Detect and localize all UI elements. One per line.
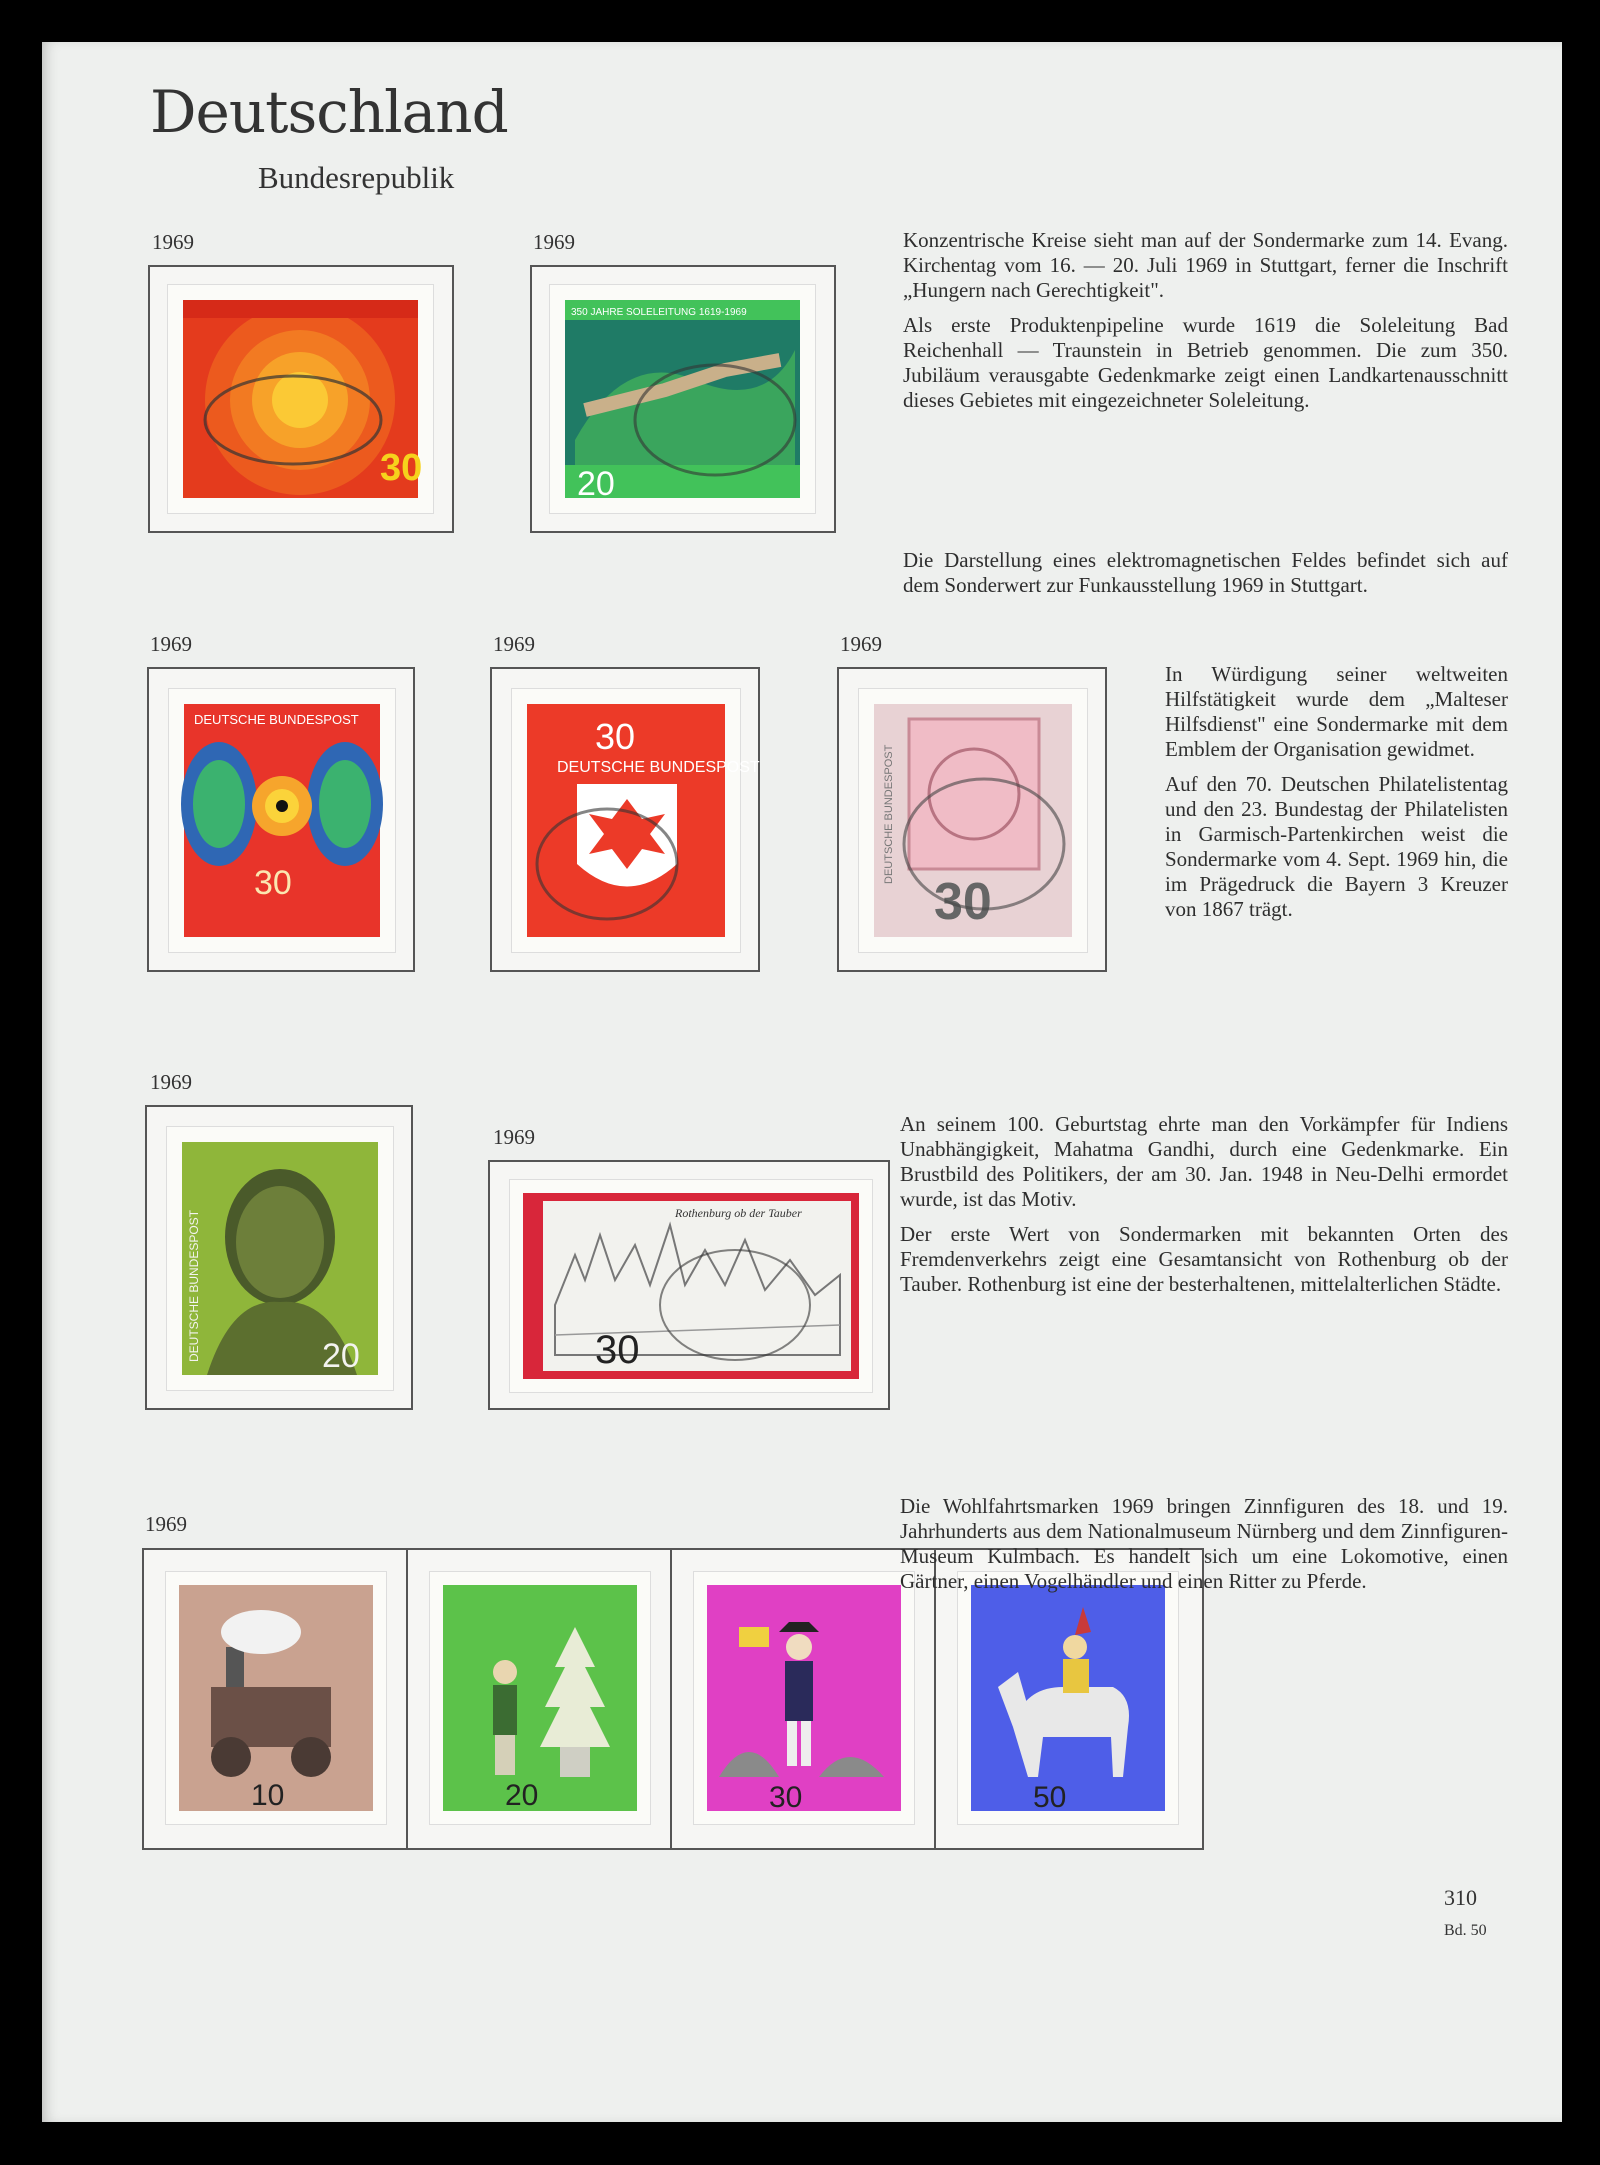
stamp-value: 30 <box>769 1781 803 1814</box>
stamp-frame <box>145 1105 413 1410</box>
year-label: 1969 <box>493 1125 535 1149</box>
stamp-kirchentag <box>168 285 433 513</box>
description-text: Die Darstellung eines elektromagnetischen Feldes befindet sich auf dem Sonderwert zur Funkausstellung 1969 in Stuttgart. <box>903 548 1508 597</box>
stamp-frame <box>488 1160 890 1410</box>
stamp-inscription: DEUTSCHE BUNDESPOST <box>187 1209 201 1362</box>
stamp-philatelistentag <box>859 689 1087 952</box>
description-text: An seinem 100. Geburtstag ehrte man den Vorkämpfer für Indiens Unabhängigkeit, Mahatma Gandhi, durch eine Gedenkmarke. Ein Brustbild des Politikers, der am 30. Jan. 1948 in Neu-Delhi ermordet wurde, ist das Motiv. Der erste Wert von Sondermarken mit bekannten Orten des Fremdenverkehrs zeigt eine Gesamtansicht von Rothenburg ob der Tauber. Rothenburg ist eine der besterhaltenen, mittelalterlichen Städte. <box>900 1112 1508 1296</box>
stamp-frame <box>837 667 1107 972</box>
stamp-value: 10 <box>251 1779 285 1812</box>
stamp-gandhi <box>167 1127 393 1390</box>
stamp-value: 30 <box>934 873 992 931</box>
stamp-value: 30 <box>254 864 292 902</box>
stamp-vogelhaendler <box>694 1572 914 1824</box>
stamp-inscription: Rothenburg ob der Tauber <box>675 1206 802 1220</box>
page-number: 310 <box>1444 1885 1477 1910</box>
stamp-frame <box>147 667 415 972</box>
year-label: 1969 <box>533 230 575 254</box>
stamp-funkausstellung <box>169 689 395 952</box>
year-label: 1969 <box>493 632 535 656</box>
stamp-malteser <box>512 689 760 952</box>
stamp-value: 30 <box>380 447 423 489</box>
stamp-inscription: 350 JAHRE SOLELEITUNG 1619-1969 <box>571 307 747 318</box>
stamp-rothenburg <box>510 1180 872 1392</box>
page-title: Deutschland <box>150 78 508 146</box>
volume-label: Bd. 50 <box>1444 1922 1487 1939</box>
year-label: 1969 <box>840 632 882 656</box>
description-text: Konzentrische Kreise sieht man auf der Sondermarke zum 14. Evang. Kirchentag vom 16. — 20. Juli 1969 in Stuttgart, ferner die Inschrift „Hungern nach Gerechtigkeit". Als erste Produktenpipeline wurde 1619 die Soleleitung Bad Reichenhall — Traunstein in Betrieb genommen. Die zum 350. Jubiläum verausgabte Gedenkmarke zeigt einen Landkartenausschnitt dieses Gebietes mit eingezeichneter Soleleitung. <box>903 228 1508 412</box>
page-subtitle: Bundesrepublik <box>258 160 455 195</box>
stamp-gaertner <box>430 1572 650 1824</box>
description-text: Die Wohlfahrtsmarken 1969 bringen Zinnfiguren des 18. und 19. Jahrhunderts aus dem Nationalmuseum Nürnberg und dem Zinnfiguren-Museum Kulmbach. Es handelt sich um eine Lokomotive, einen Gärtner, einen Vogelhändler und einen Ritter zu Pferde. <box>900 1494 1508 1593</box>
year-label: 1969 <box>150 632 192 656</box>
stamp-inscription: DEUTSCHE BUNDESPOST <box>557 759 760 776</box>
stamp-value: 20 <box>505 1779 539 1812</box>
stamp-value: 20 <box>322 1337 360 1375</box>
stamp-value: 20 <box>577 465 615 503</box>
stamp-ritter <box>958 1572 1178 1824</box>
stamp-frame <box>148 265 454 533</box>
stamp-soleleitung <box>550 285 815 513</box>
stamp-inscription: DEUTSCHE BUNDESPOST <box>883 744 895 884</box>
year-label: 1969 <box>145 1512 187 1536</box>
stamp-frame <box>530 265 836 533</box>
stamp-value: 30 <box>595 716 636 757</box>
year-label: 1969 <box>152 230 194 254</box>
stamp-frame <box>490 667 760 972</box>
description-text: In Würdigung seiner weltweiten Hilfstätigkeit wurde dem „Malteser Hilfsdienst" eine Sondermarke mit dem Emblem der Organisation gewidmet. Auf den 70. Deutschen Philatelistentag und den 23. Bundestag der Philatelisten in Garmisch-Partenkirchen weist die Sondermarke vom 4. Sept. 1969 hin, die im Prägedruck die Bayern 3 Kreuzer von 1867 trägt. <box>1165 662 1508 921</box>
stamp-value: 50 <box>1033 1781 1067 1814</box>
stamp-inscription: DEUTSCHE BUNDESPOST <box>194 712 359 727</box>
stamp-value: 30 <box>595 1328 640 1372</box>
stamp-lokomotive <box>166 1572 386 1824</box>
year-label: 1969 <box>150 1070 192 1094</box>
